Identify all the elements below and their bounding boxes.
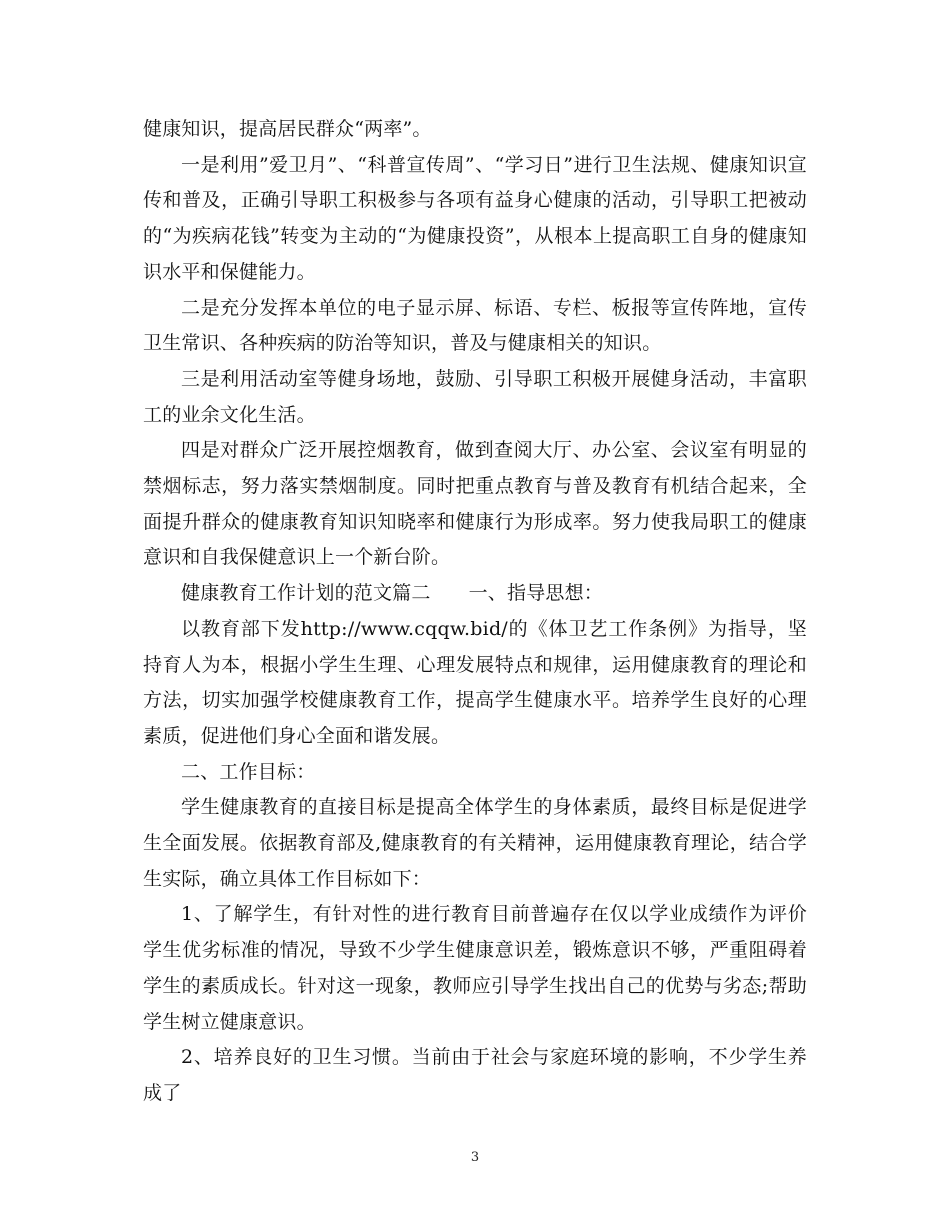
section-title: 健康教育工作计划的范文篇二	[181, 582, 431, 605]
paragraph-goals-intro: 学生健康教育的直接目标是提高全体学生的身体素质，最终目标是促进学生全面发展。依据教育部及,健康教育的有关精神，运用健康教育理论，结合学生实际，确立具体工作目标如下：	[143, 796, 807, 890]
paragraph-item-one: 一是利用”爱卫月”、“科普宣传周”、“学习日”进行卫生法规、健康知识宣传和普及，正确引导职工积极参与各项有益身心健康的活动，引导职工把被动的“为疾病花钱”转变为主动的“为健康投资”，从根本上提高职工自身的健康知识水平和保健能力。	[143, 153, 807, 283]
paragraph-goal-two: 2、培养良好的卫生习惯。当前由于社会与家庭环境的影响，不少学生养成了	[143, 1046, 807, 1104]
paragraph-item-three: 三是利用活动室等健身场地，鼓励、引导职工积极开展健身活动，丰富职工的业余文化生活。	[143, 367, 807, 426]
section-heading	[143, 576, 807, 612]
heading-work-goals: 二、工作目标：	[181, 760, 316, 783]
section-subtitle: 一、指导思想：	[468, 582, 604, 605]
paragraph-item-four: 四是对群众广泛开展控烟教育，做到查阅大厅、办公室、会议室有明显的禁烟标志，努力落实禁烟制度。同时把重点教育与普及教育有机结合起来，全面提升群众的健康教育知识知晓率和健康行为形成率。努力使我局职工的健康意识和自我保健意识上一个新台阶。	[143, 439, 807, 569]
paragraph-guiding-thought: 以教育部下发http://www.cqqw.bid/的《体卫艺工作条例》为指导，坚持育人为本，根据小学生生理、心理发展特点和规律，运用健康教育的理论和方法，切实加强学校健康教育工作，提高学生健康水平。培养学生良好的心理素质，促进他们身心全面和谐发展。	[143, 617, 807, 747]
paragraph-item-two: 二是充分发挥本单位的电子显示屏、标语、专栏、板报等宣传阵地，宣传卫生常识、各种疾病的防治等知识，普及与健康相关的知识。	[143, 296, 807, 355]
paragraph-continuation: 健康知识，提高居民群众“两率”。	[143, 118, 432, 140]
page-number: 3	[470, 1150, 480, 1165]
paragraph-goal-one: 1、了解学生，有针对性的进行教育目前普遍存在仅以学业成绩作为评价学生优劣标准的情况，导致不少学生健康意识差，锻炼意识不够，严重阻碍着学生的素质成长。针对这一现象，教师应引导学生找出自己的优势与劣态;帮助学生树立健康意识。	[143, 903, 807, 1033]
document-body	[143, 112, 807, 1112]
